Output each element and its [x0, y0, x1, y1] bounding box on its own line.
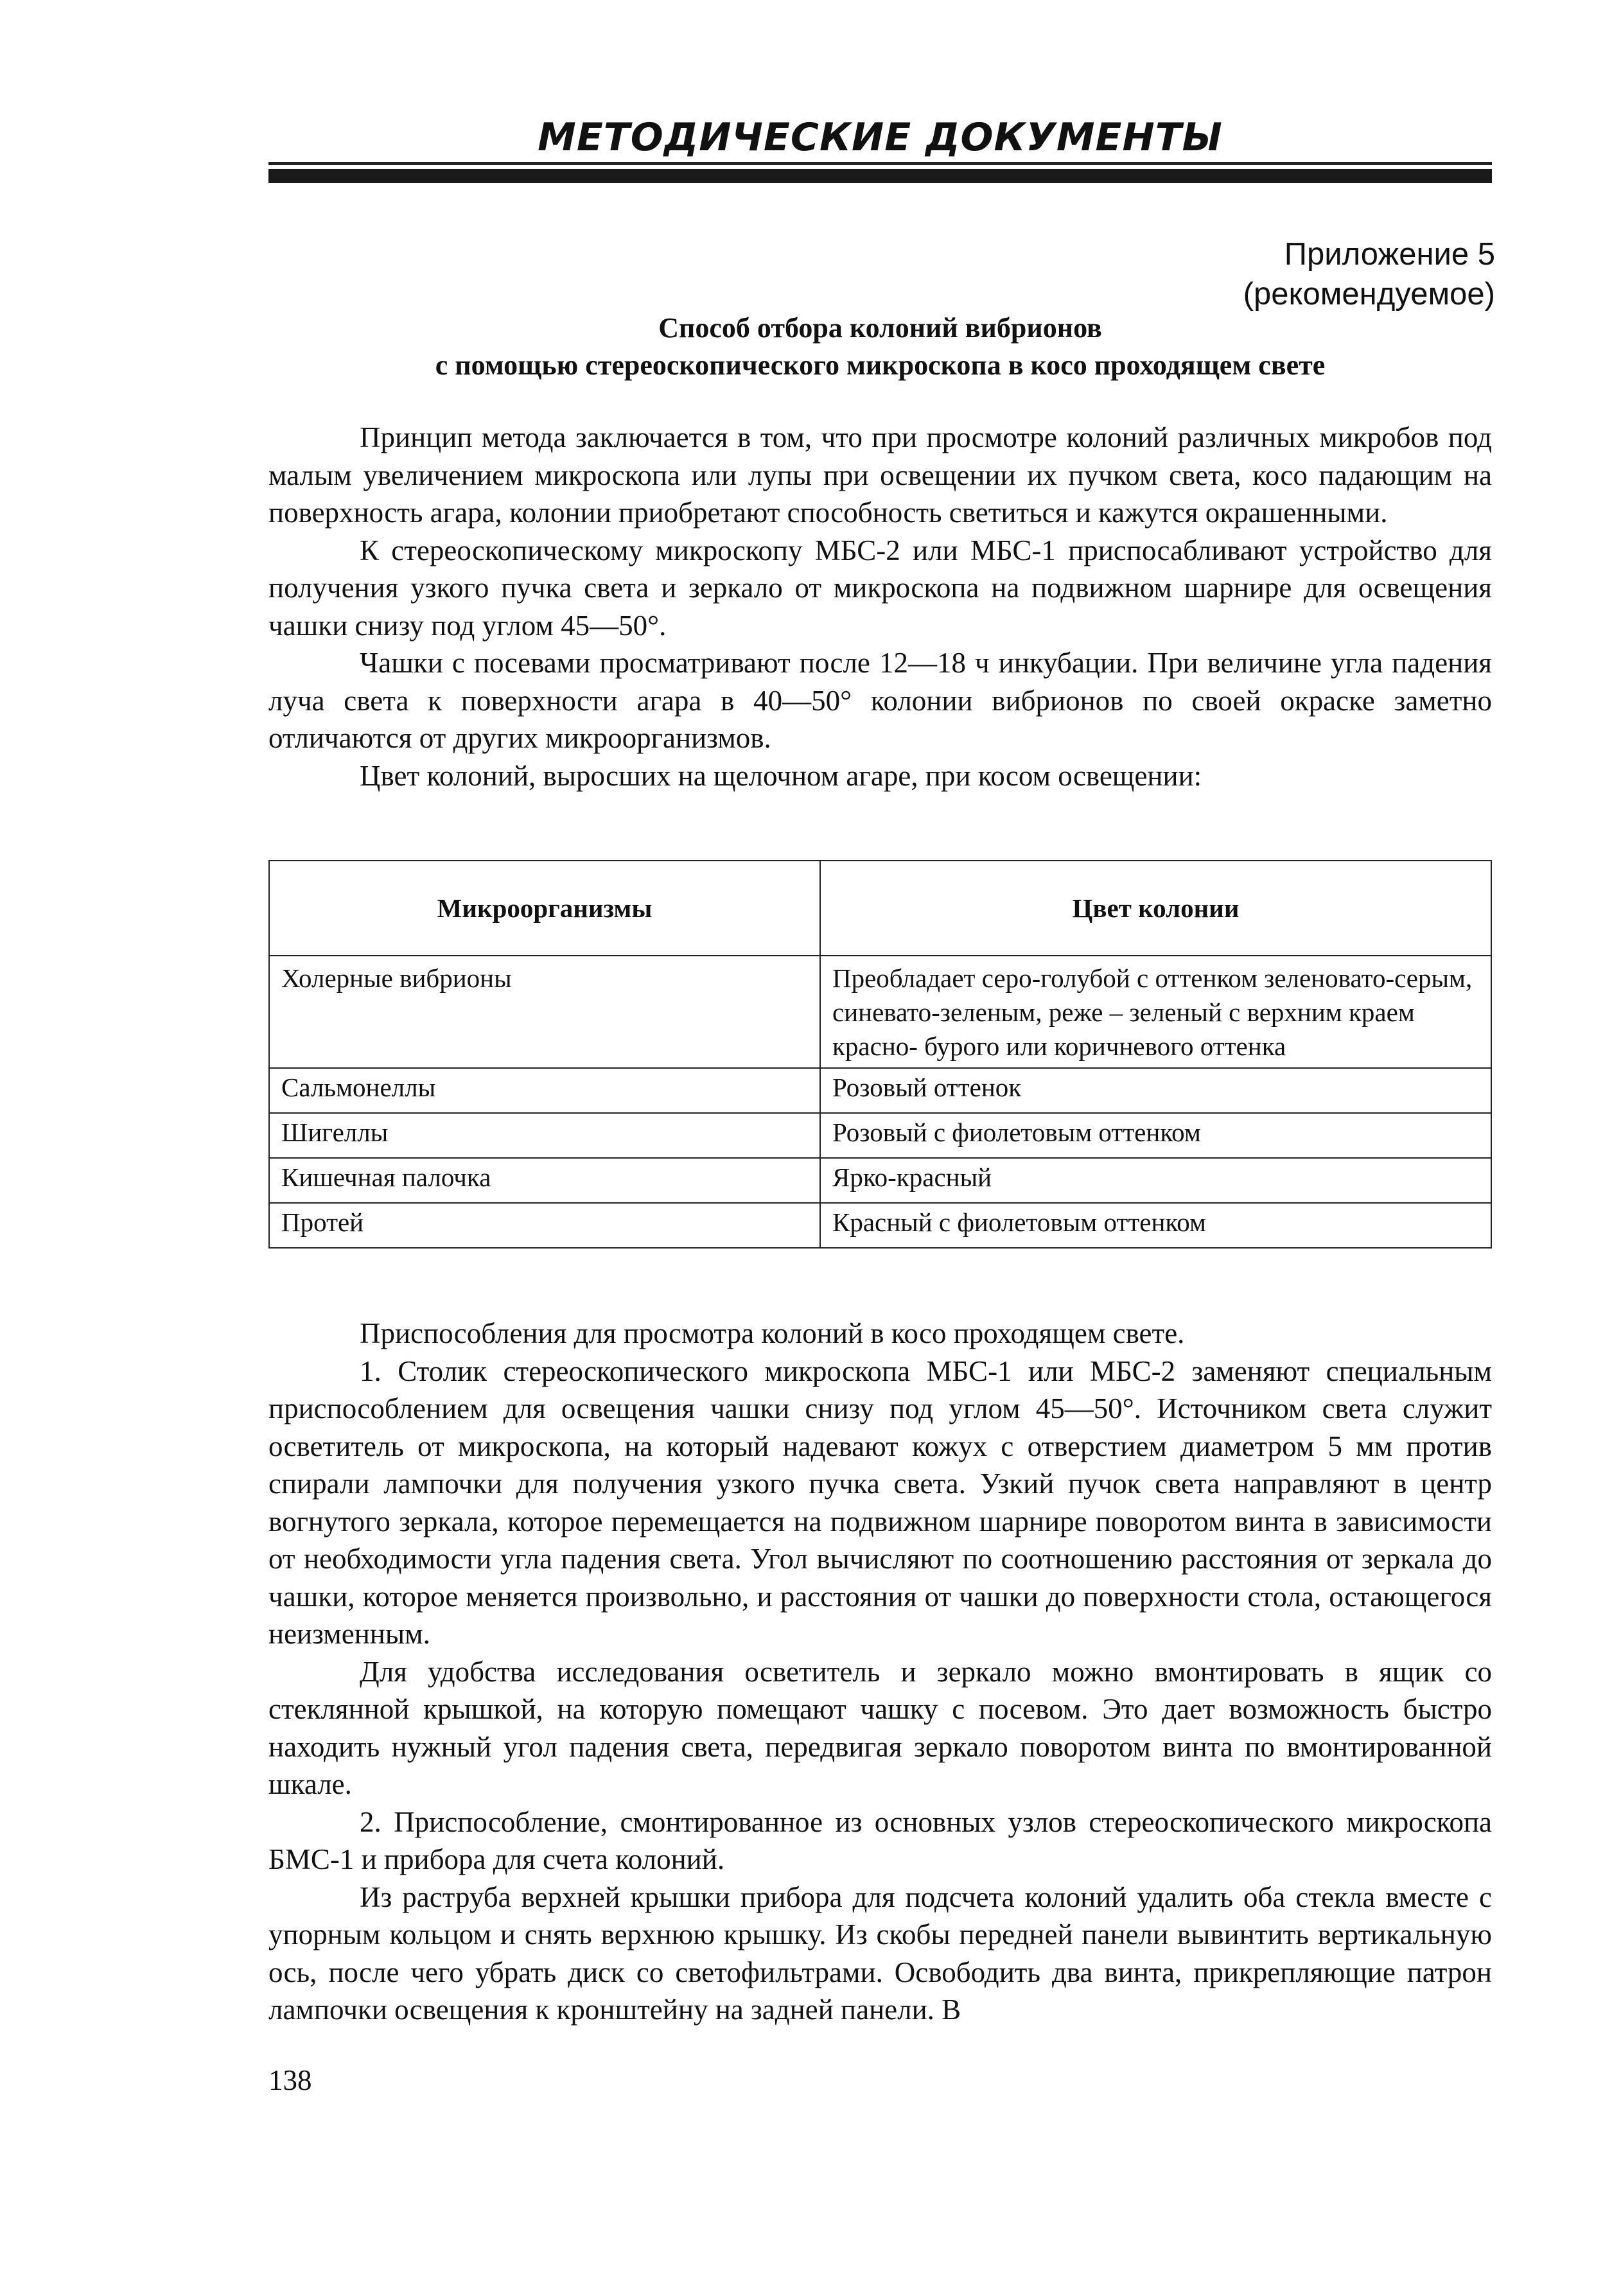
- table-cell: Розовый с фиолетовым оттенком: [820, 1113, 1491, 1158]
- header-rule-thin: [268, 162, 1492, 165]
- table-cell: Протей: [269, 1203, 820, 1248]
- table-cell: Холерные вибрионы: [269, 956, 820, 1068]
- paragraph: Из раструба верхней крышки прибора для подсчета колоний удалить оба стекла вместе с упорным кольцом и снять верхнюю крышку. Из скобы передней панели вывинтить вертикальную ось, после чего убрать диск со светофильтрами. Освободить два винта, прикрепляющие патрон лампочки освещения к кронштейну на задней панели. В: [268, 1880, 1492, 2026]
- table-cell: Кишечная палочка: [269, 1158, 820, 1203]
- column-header-colony-color: Цвет колонии: [820, 861, 1491, 956]
- document-title-line-2: с помощью стереоскопического микроскопа в косо проходящем свете: [435, 349, 1326, 381]
- table-row: [269, 1203, 1491, 1248]
- document-title-line-1: Способ отбора колоний вибрионов: [658, 312, 1102, 344]
- table-row: [269, 956, 1491, 1068]
- table-cell: Ярко-красный: [820, 1158, 1491, 1203]
- paragraph: Цвет колоний, выросших на щелочном агаре, при косом освещении:: [360, 759, 1202, 792]
- table-cell: Розовый оттенок: [820, 1068, 1491, 1113]
- table-row: [269, 1113, 1491, 1158]
- table-header-row: [269, 861, 1491, 956]
- running-header: МЕТОДИЧЕСКИЕ ДОКУМЕНТЫ: [538, 115, 1223, 160]
- table-cell: Преобладает серо-голубой с оттенком зеленовато-серым, синевато-зеленым, реже – зеленый с верхним краем красно- бурого или коричневого оттенка: [820, 956, 1491, 1068]
- table-row: [269, 1158, 1491, 1203]
- appendix-label: [1243, 234, 1495, 314]
- paragraph: Приспособления для просмотра колоний в косо проходящем свете.: [360, 1317, 1185, 1349]
- body-text: [268, 1315, 1492, 2029]
- intro-text: [268, 419, 1492, 794]
- column-header-microorganisms: Микроорганизмы: [269, 861, 820, 956]
- colony-color-table: [268, 860, 1492, 1249]
- document-title: [268, 310, 1492, 384]
- table-cell: Сальмонеллы: [269, 1068, 820, 1113]
- page-number: 138: [268, 2064, 312, 2096]
- table-cell: Шигеллы: [269, 1113, 820, 1158]
- appendix-number: Приложение 5: [1284, 237, 1495, 272]
- header-rule-thick: [268, 169, 1492, 183]
- paragraph: Чашки с посевами просматривают после 12—18 ч инкубации. При величине угла падения луча света к поверхности агара в 40—50° колонии вибрионов по своей окраске заметно отличаются от других микроорганизмов.: [268, 647, 1492, 754]
- paragraph: К стереоскопическому микроскопу МБС-2 или МБС-1 приспосабливают устройство для получения узкого пучка света и зеркало от микроскопа на подвижном шарнире для освещения чашки снизу под углом 45—50°.: [268, 534, 1492, 642]
- paragraph: 2. Приспособление, смонтированное из основных узлов стереоскопического микроскопа БМС-1 и прибора для счета колоний.: [268, 1805, 1492, 1875]
- paragraph: 1. Столик стереоскопического микроскопа МБС-1 или МБС-2 заменяют специальным приспособлением для освещения чашки снизу под углом 45—50°. Источником света служит осветитель от микроскопа, на который надевают кожух с отверстием диаметром 5 мм против спирали лампочки для получения узкого пучка света. Узкий пучок света направляют в центр вогнутого зеркала, которое перемещается на подвижном шарнире поворотом винта в зависимости от необходимости угла падения света. Угол вычисляют по соотношению расстояния от зеркала до чашки, которое меняется произвольно, и расстояния от чашки до поверхности стола, остающегося неизменным.: [268, 1354, 1492, 1650]
- paragraph: Принцип метода заключается в том, что при просмотре колоний различных микробов под малым увеличением микроскопа или лупы при освещении их пучком света, косо падающим на поверхность агара, колонии приобретают способность светиться и кажутся окрашенными.: [268, 421, 1492, 529]
- appendix-note: (рекомендуемое): [1243, 277, 1495, 311]
- table-row: [269, 1068, 1491, 1113]
- paragraph: Для удобства исследования осветитель и зеркало можно вмонтировать в ящик со стеклянной крышкой, на которую помещают чашку с посевом. Это дает возможность быстро находить нужный угол падения света, передвигая зеркало поворотом винта по вмонтированной шкале.: [268, 1655, 1492, 1800]
- table-cell: Красный с фиолетовым оттенком: [820, 1203, 1491, 1248]
